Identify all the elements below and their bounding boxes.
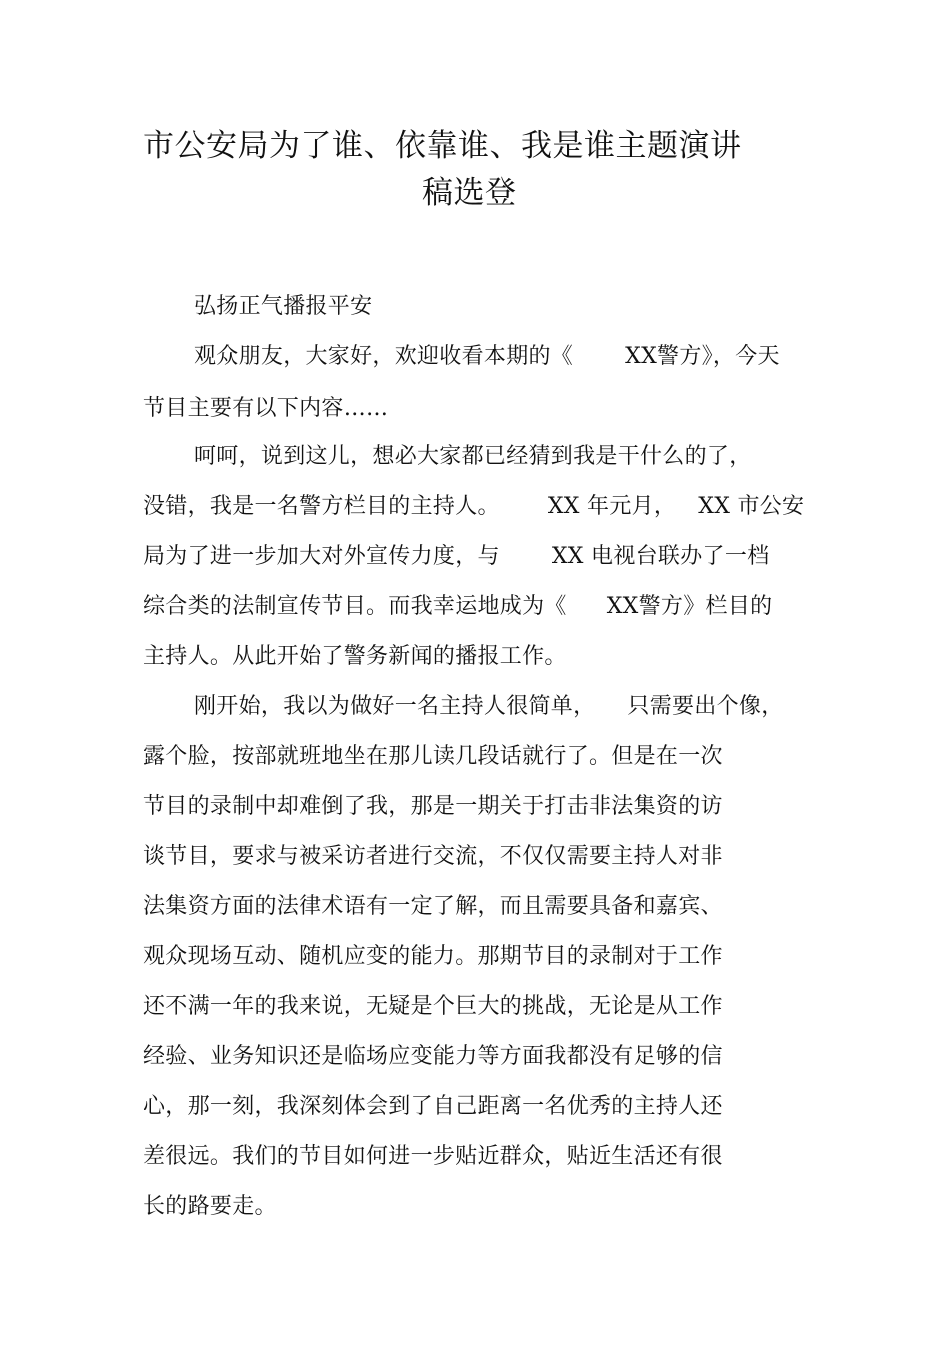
text-segment: XX 电视台联办了一档 <box>551 544 770 569</box>
text-segment: 综合类的法制宣传节目。而我幸运地成为《 <box>143 594 567 619</box>
text-segment: 局为了进一步加大对外宣传力度，与 <box>143 544 500 569</box>
paragraph-line: 还不满一年的我来说，无疑是个巨大的挑战，无论是从工作 <box>143 994 723 1019</box>
text-segment: 刚开始，我以为做好一名主持人很简单， <box>194 694 596 719</box>
paragraph-line: 心，那一刻，我深刻体会到了自己距离一名优秀的主持人还 <box>143 1094 723 1119</box>
paragraph-line <box>194 692 784 722</box>
section-subtitle: 弘扬正气播报平安 <box>194 294 373 319</box>
paragraph-line: 主持人。从此开始了警务新闻的播报工作。 <box>143 644 567 669</box>
paragraph-line: 法集资方面的法律术语有一定了解，而且需要具备和嘉宾、 <box>143 894 723 919</box>
paragraph-line: 经验、业务知识还是临场应变能力等方面我都没有足够的信 <box>143 1044 723 1069</box>
paragraph-line: 谈节目，要求与被采访者进行交流，不仅仅需要主持人对非 <box>143 844 723 869</box>
paragraph-line: 差很远。我们的节目如何进一步贴近群众，贴近生活还有很 <box>143 1144 723 1169</box>
paragraph-line <box>143 542 769 572</box>
text-segment: XX 市公安 <box>698 494 805 519</box>
paragraph-line: 呵呵，说到这儿，想必大家都已经猜到我是干什么的了， <box>194 444 752 469</box>
paragraph-line: 节目主要有以下内容…… <box>143 396 389 421</box>
paragraph-line <box>143 592 772 622</box>
text-segment: 只需要出个像， <box>627 694 784 719</box>
text-segment: XX警方》，今天 <box>625 344 780 369</box>
text-segment: XX警方》栏目的 <box>606 594 773 619</box>
paragraph-line: 露个脸，按部就班地坐在那儿读几段话就行了。但是在一次 <box>143 744 723 769</box>
text-segment: 没错，我是一名警方栏目的主持人。 <box>143 494 500 519</box>
text-segment: XX 年元月， <box>547 494 677 519</box>
paragraph-line: 观众现场互动、随机应变的能力。那期节目的录制对于工作 <box>143 944 723 969</box>
text-segment: 观众朋友，大家好，欢迎收看本期的《 <box>194 344 574 369</box>
paragraph-line <box>194 342 780 372</box>
document-title-line-2: 稿选登 <box>422 175 517 211</box>
paragraph-line <box>143 492 804 522</box>
document-title-line-1: 市公安局为了谁、依靠谁、我是谁主题演讲 <box>143 128 742 164</box>
paragraph-line: 长的路要走。 <box>143 1194 277 1219</box>
paragraph-line: 节目的录制中却难倒了我，那是一期关于打击非法集资的访 <box>143 794 723 819</box>
